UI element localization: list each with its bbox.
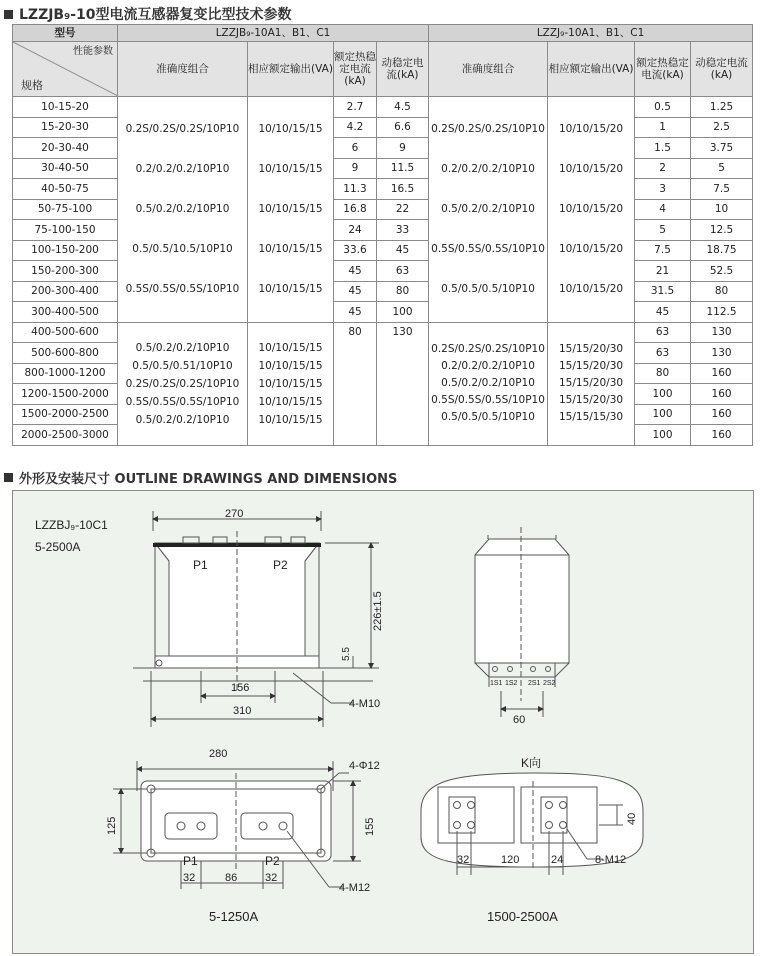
b-output-group-line: 10/10/15/20 xyxy=(559,203,624,216)
b-output-group-line: 15/15/20/30 xyxy=(559,377,624,389)
terminal-p2: P2 xyxy=(273,558,288,572)
section-title-drawings: 外形及安装尺寸 OUTLINE DRAWINGS AND DIMENSIONS xyxy=(4,468,397,487)
a-accuracy-group-line: 0.5/0.2/0.2/10P10 xyxy=(135,413,230,426)
dim-310: 310 xyxy=(233,705,252,717)
b-thermal-cell: 7.5 xyxy=(635,240,691,261)
a-output-group-line: 10/10/15/15 xyxy=(258,359,323,372)
spec-cell: 75-100-150 xyxy=(13,220,118,241)
a-output-group-line: 10/10/15/15 xyxy=(258,341,323,354)
a-output-group-line: 10/10/15/15 xyxy=(258,395,323,408)
label-4-m12: 4-M12 xyxy=(339,882,371,894)
dim-280: 280 xyxy=(209,748,228,760)
top-p2: P2 xyxy=(265,854,280,868)
svg-text:2S1: 2S1 xyxy=(528,680,541,687)
square-bullet-icon xyxy=(4,473,13,482)
spec-cell: 150-200-300 xyxy=(13,261,118,282)
diagonal-header xyxy=(13,42,118,97)
b-thermal-cell: 1.5 xyxy=(635,138,691,159)
b-dynamic-cell: 2.5 xyxy=(691,117,753,138)
b-dynamic-cell: 10 xyxy=(691,199,753,220)
label-4-phi12: 4-Φ12 xyxy=(349,760,380,772)
dim-155: 155 xyxy=(364,817,376,836)
a-accuracy-group-line: 0.2S/0.2S/0.2S/10P10 xyxy=(125,123,240,136)
a-thermal-cell: 33.6 xyxy=(334,240,377,261)
a-output-group-line: 10/10/15/15 xyxy=(258,377,323,390)
terminal-p1: P1 xyxy=(193,558,208,572)
b-dynamic-cell: 130 xyxy=(691,322,753,343)
b-accuracy-group-line: 0.2/0.2/0.2/10P10 xyxy=(441,360,535,372)
dim-32b: 32 xyxy=(265,872,278,884)
spec-cell: 200-300-400 xyxy=(13,281,118,302)
b-thermal-cell: 31.5 xyxy=(635,281,691,302)
a-output-group-line: 10/10/15/15 xyxy=(258,283,323,296)
col-dynamic-a: 动稳定电流(kA) xyxy=(377,42,429,97)
spec-cell: 20-30-40 xyxy=(13,138,118,159)
b-dynamic-cell: 160 xyxy=(691,363,753,384)
b-output-group-line: 10/10/15/20 xyxy=(559,163,624,176)
table-row xyxy=(13,322,753,343)
b-thermal-cell: 1 xyxy=(635,117,691,138)
label-4-m10: 4-M10 xyxy=(349,698,381,710)
a-dynamic-cell: 80 xyxy=(377,281,429,302)
b-output-group-line: 15/15/20/30 xyxy=(559,343,624,355)
outline-drawings-panel xyxy=(12,490,754,954)
a-output-group-line: 10/10/15/15 xyxy=(258,123,323,136)
top-view-1250a xyxy=(113,761,361,889)
col-output-b: 相应额定输出(VA) xyxy=(548,42,635,97)
spec-cell: 15-20-30 xyxy=(13,117,118,138)
b-accuracy-group-line: 0.5S/0.5S/0.5S/10P10 xyxy=(431,243,545,256)
caption-5-1250a: 5-1250A xyxy=(209,909,259,924)
model-b-name: LZZJ₉-10A1、B1、C1 xyxy=(429,25,753,42)
b-thermal-cell: 45 xyxy=(635,302,691,323)
b-output-group-line: 15/15/20/30 xyxy=(559,394,624,406)
b-thermal-cell: 100 xyxy=(635,404,691,425)
a-thermal-cell: 6 xyxy=(334,138,377,159)
b-accuracy-group-line: 0.5S/0.5S/0.5S/10P10 xyxy=(431,394,545,406)
a-dynamic-cell: 16.5 xyxy=(377,179,429,200)
side-view xyxy=(475,527,569,717)
b-accuracy-group-line: 0.2S/0.2S/0.2S/10P10 xyxy=(431,123,545,136)
a-accuracy-group-line: 0.5/0.5/10.5/10P10 xyxy=(132,243,233,256)
a-accuracy-group-line: 0.5/0.2/0.2/10P10 xyxy=(135,341,230,354)
b-dynamic-cell: 3.75 xyxy=(691,138,753,159)
a-output-group-line: 10/10/15/15 xyxy=(258,163,323,176)
b-output-group xyxy=(548,322,635,445)
b-dynamic-cell: 80 xyxy=(691,281,753,302)
a-thermal-cell: 45 xyxy=(334,281,377,302)
a-dynamic-cell: 6.6 xyxy=(377,117,429,138)
b-accuracy-group-line: 0.5/0.2/0.2/10P10 xyxy=(441,203,535,216)
spec-cell: 10-15-20 xyxy=(13,97,118,118)
b-output-group-line: 10/10/15/20 xyxy=(559,243,624,256)
caption-1500-2500a: 1500-2500A xyxy=(487,909,558,924)
a-thermal-cell: 24 xyxy=(334,220,377,241)
spec-table xyxy=(12,24,753,446)
dim-32c: 32 xyxy=(457,854,470,866)
dim-226: 226±1.5 xyxy=(372,591,384,631)
spec-cell: 400-500-600 xyxy=(13,322,118,343)
spec-cell: 800-1000-1200 xyxy=(13,363,118,384)
b-thermal-cell: 4 xyxy=(635,199,691,220)
dim-5-5: 5.5 xyxy=(341,647,352,661)
dim-24: 24 xyxy=(551,854,564,866)
a-output-group-line: 10/10/15/15 xyxy=(258,413,323,426)
b-accuracy-group xyxy=(429,322,548,445)
b-dynamic-cell: 5 xyxy=(691,158,753,179)
col-dynamic-b: 动稳定电流(kA) xyxy=(691,42,753,97)
col-accuracy-a: 准确度组合 xyxy=(118,42,248,97)
b-output-group xyxy=(548,97,635,323)
b-accuracy-group-line: 0.5/0.5/0.5/10P10 xyxy=(441,283,535,296)
spec-cell: 30-40-50 xyxy=(13,158,118,179)
model-a-name: LZZJB₉-10A1、B1、C1 xyxy=(118,25,429,42)
a-dynamic-cell: 130 xyxy=(377,322,429,445)
b-thermal-cell: 2 xyxy=(635,158,691,179)
b-dynamic-cell: 18.75 xyxy=(691,240,753,261)
b-dynamic-cell: 112.5 xyxy=(691,302,753,323)
a-thermal-cell: 45 xyxy=(334,302,377,323)
svg-text:1S2: 1S2 xyxy=(505,680,518,687)
a-accuracy-group-line: 0.2/0.2/0.2/10P10 xyxy=(135,163,230,176)
spec-cell: 300-400-500 xyxy=(13,302,118,323)
b-output-group-line: 15/15/20/30 xyxy=(559,360,624,372)
a-accuracy-group-line: 0.5/0.5/0.51/10P10 xyxy=(132,359,233,372)
a-dynamic-cell: 4.5 xyxy=(377,97,429,118)
a-accuracy-group-line: 0.5/0.2/0.2/10P10 xyxy=(135,203,230,216)
dim-156: 156 xyxy=(231,682,250,694)
drawing-range: 5-2500A xyxy=(35,540,81,554)
diag-bottom-label: 规格 xyxy=(21,79,43,92)
a-thermal-cell: 16.8 xyxy=(334,199,377,220)
b-dynamic-cell: 160 xyxy=(691,404,753,425)
a-dynamic-cell: 22 xyxy=(377,199,429,220)
dim-270: 270 xyxy=(225,508,244,520)
a-accuracy-group-line: 0.2S/0.2S/0.2S/10P10 xyxy=(125,377,240,390)
b-accuracy-group-line: 0.5/0.2/0.2/10P10 xyxy=(441,377,535,389)
a-output-group xyxy=(248,97,334,323)
b-thermal-cell: 21 xyxy=(635,261,691,282)
a-accuracy-group-line: 0.5S/0.5S/0.5S/10P10 xyxy=(125,395,240,408)
b-thermal-cell: 63 xyxy=(635,322,691,343)
b-output-group-line: 15/15/15/30 xyxy=(559,411,624,423)
col-accuracy-b: 准确度组合 xyxy=(429,42,548,97)
b-thermal-cell: 100 xyxy=(635,425,691,446)
svg-text:1S1: 1S1 xyxy=(490,680,503,687)
diag-top-label: 性能参数 xyxy=(73,46,113,57)
square-bullet-icon xyxy=(4,10,13,19)
b-dynamic-cell: 130 xyxy=(691,343,753,364)
dim-40: 40 xyxy=(626,812,638,825)
a-dynamic-cell: 33 xyxy=(377,220,429,241)
a-accuracy-group xyxy=(118,322,248,445)
terminal-labels xyxy=(490,680,556,687)
label-8-m12: 8-M12 xyxy=(595,854,627,866)
b-thermal-cell: 3 xyxy=(635,179,691,200)
b-output-group-line: 10/10/15/20 xyxy=(559,123,624,136)
col-output-a: 相应额定输出(VA) xyxy=(248,42,334,97)
a-accuracy-group-line: 0.5S/0.5S/0.5S/10P10 xyxy=(125,283,240,296)
spec-cell: 500-600-800 xyxy=(13,343,118,364)
b-thermal-cell: 5 xyxy=(635,220,691,241)
col-thermal-b: 额定热稳定电流(kA) xyxy=(635,42,691,97)
a-thermal-cell: 45 xyxy=(334,261,377,282)
a-dynamic-cell: 9 xyxy=(377,138,429,159)
b-output-group-line: 10/10/15/20 xyxy=(559,283,624,296)
a-thermal-cell: 80 xyxy=(334,322,377,445)
b-thermal-cell: 0.5 xyxy=(635,97,691,118)
dim-125: 125 xyxy=(106,816,118,835)
a-dynamic-cell: 63 xyxy=(377,261,429,282)
a-thermal-cell: 11.3 xyxy=(334,179,377,200)
a-dynamic-cell: 100 xyxy=(377,302,429,323)
spec-cell: 1500-2000-2500 xyxy=(13,404,118,425)
a-output-group xyxy=(248,322,334,445)
b-thermal-cell: 100 xyxy=(635,384,691,405)
top-p1: P1 xyxy=(183,854,198,868)
a-thermal-cell: 2.7 xyxy=(334,97,377,118)
k-direction-label: K向 xyxy=(521,756,542,770)
section-title-specs: LZZJB₉-10型电流互感器复变比型技术参数 xyxy=(4,4,292,24)
a-output-group-line: 10/10/15/15 xyxy=(258,243,323,256)
b-thermal-cell: 63 xyxy=(635,343,691,364)
b-dynamic-cell: 160 xyxy=(691,384,753,405)
b-thermal-cell: 80 xyxy=(635,363,691,384)
b-accuracy-group-line: 0.2S/0.2S/0.2S/10P10 xyxy=(431,343,545,355)
a-thermal-cell: 4.2 xyxy=(334,117,377,138)
col-thermal-a: 额定热稳定电流(kA) xyxy=(334,42,377,97)
a-dynamic-cell: 11.5 xyxy=(377,158,429,179)
spec-cell: 2000-2500-3000 xyxy=(13,425,118,446)
drawing-model: LZZBJ₉-10C1 xyxy=(35,518,108,532)
b-dynamic-cell: 1.25 xyxy=(691,97,753,118)
b-dynamic-cell: 7.5 xyxy=(691,179,753,200)
table-row xyxy=(13,97,753,118)
a-output-group-line: 10/10/15/15 xyxy=(258,203,323,216)
dim-120: 120 xyxy=(501,854,520,866)
b-accuracy-group-line: 0.5/0.5/0.5/10P10 xyxy=(441,411,535,423)
b-dynamic-cell: 160 xyxy=(691,425,753,446)
b-accuracy-group-line: 0.2/0.2/0.2/10P10 xyxy=(441,163,535,176)
b-dynamic-cell: 52.5 xyxy=(691,261,753,282)
a-accuracy-group xyxy=(118,97,248,323)
front-view xyxy=(133,511,379,727)
spec-cell: 50-75-100 xyxy=(13,199,118,220)
a-dynamic-cell: 45 xyxy=(377,240,429,261)
model-label: 型号 xyxy=(13,25,118,42)
dim-86: 86 xyxy=(225,872,238,884)
spec-cell: 1200-1500-2000 xyxy=(13,384,118,405)
dim-32a: 32 xyxy=(183,872,196,884)
dim-60: 60 xyxy=(513,714,526,726)
b-dynamic-cell: 12.5 xyxy=(691,220,753,241)
spec-cell: 40-50-75 xyxy=(13,179,118,200)
svg-text:2S2: 2S2 xyxy=(543,680,556,687)
a-thermal-cell: 9 xyxy=(334,158,377,179)
b-accuracy-group xyxy=(429,97,548,323)
spec-cell: 100-150-200 xyxy=(13,240,118,261)
